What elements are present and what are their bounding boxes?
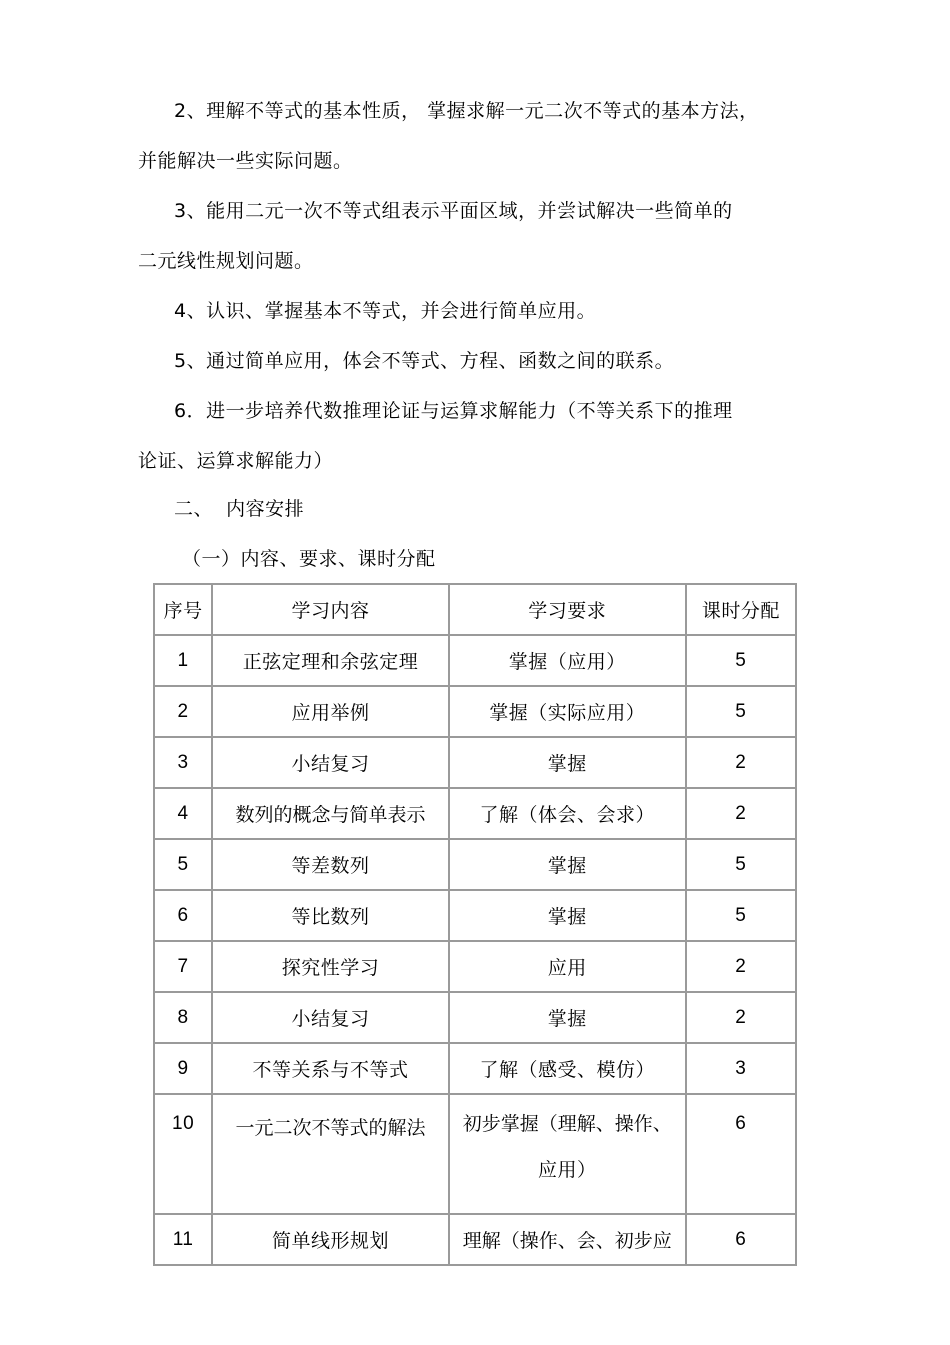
- table-header-row: [154, 584, 796, 635]
- header-requirement: 学习要求: [449, 584, 686, 635]
- row-no: 7: [154, 941, 212, 992]
- row-requirement-line1: 初步掌握（理解、操作、: [462, 1113, 672, 1135]
- row-hours: 6: [686, 1214, 796, 1265]
- row-no: 4: [154, 788, 212, 839]
- table-row: [154, 1094, 796, 1214]
- row-requirement-line2: 应用）: [538, 1159, 597, 1181]
- sub-heading: [138, 534, 798, 584]
- row-hours: 5: [686, 635, 796, 686]
- row-content: 正弦定理和余弦定理: [212, 635, 449, 686]
- objective-3-line2: 二元线性规划问题。: [138, 250, 314, 272]
- row-content: 一元二次不等式的解法: [212, 1094, 449, 1214]
- objective-2: [138, 86, 798, 186]
- row-content: 应用举例: [212, 686, 449, 737]
- row-no: 9: [154, 1043, 212, 1094]
- row-content: 不等关系与不等式: [212, 1043, 449, 1094]
- objective-3-line1: 3、能用二元一次不等式组表示平面区域，并尝试解决一些简单的: [174, 200, 733, 222]
- row-hours: 2: [686, 992, 796, 1043]
- row-hours: 2: [686, 941, 796, 992]
- row-no: 10: [154, 1094, 212, 1214]
- row-content: 小结复习: [212, 992, 449, 1043]
- row-content: 探究性学习: [212, 941, 449, 992]
- row-requirement: 掌握: [449, 992, 686, 1043]
- row-requirement: 掌握: [449, 890, 686, 941]
- row-requirement: 掌握: [449, 839, 686, 890]
- objective-6-line2: 论证、运算求解能力）: [138, 450, 334, 472]
- row-no: 1: [154, 635, 212, 686]
- table-row: [154, 1214, 796, 1265]
- table-row: [154, 1043, 796, 1094]
- row-requirement: 了解（感受、模仿）: [449, 1043, 686, 1094]
- table-row: [154, 941, 796, 992]
- row-hours: 3: [686, 1043, 796, 1094]
- row-hours: 2: [686, 737, 796, 788]
- row-requirement: [449, 1094, 686, 1214]
- row-content: 简单线形规划: [212, 1214, 449, 1265]
- row-no: 11: [154, 1214, 212, 1265]
- section-heading-text: 二、 内容安排: [174, 498, 305, 520]
- row-hours: 5: [686, 686, 796, 737]
- row-requirement: 掌握（实际应用）: [449, 686, 686, 737]
- row-hours: 2: [686, 788, 796, 839]
- table-row: [154, 890, 796, 941]
- row-requirement: 理解（操作、会、初步应: [449, 1214, 686, 1265]
- row-requirement: 掌握: [449, 737, 686, 788]
- schedule-table: [153, 583, 797, 1266]
- row-hours: 5: [686, 890, 796, 941]
- sub-heading-text: （一）内容、要求、课时分配: [182, 548, 436, 570]
- row-no: 6: [154, 890, 212, 941]
- objective-4: [138, 286, 798, 336]
- row-no: 2: [154, 686, 212, 737]
- objective-4-line1: 4、认识、掌握基本不等式，并会进行简单应用。: [174, 300, 597, 322]
- header-hours: 课时分配: [686, 584, 796, 635]
- objective-2-line1: 2、理解不等式的基本性质， 掌握求解一元二次不等式的基本方法，: [174, 100, 759, 122]
- row-content: 数列的概念与简单表示: [212, 788, 449, 839]
- row-requirement: 了解（体会、会求）: [449, 788, 686, 839]
- table-row: [154, 737, 796, 788]
- row-hours: 6: [686, 1094, 796, 1214]
- table-row: [154, 992, 796, 1043]
- row-no: 5: [154, 839, 212, 890]
- row-content: 等差数列: [212, 839, 449, 890]
- row-requirement: 掌握（应用）: [449, 635, 686, 686]
- objective-2-line2: 并能解决一些实际问题。: [138, 150, 353, 172]
- objective-6-line1: 6．进一步培养代数推理论证与运算求解能力（不等关系下的推理: [174, 400, 733, 422]
- row-hours: 5: [686, 839, 796, 890]
- header-no: 序号: [154, 584, 212, 635]
- objective-6: [138, 386, 798, 486]
- table-row: [154, 839, 796, 890]
- table-row: [154, 686, 796, 737]
- section-heading: [138, 484, 798, 534]
- row-no: 8: [154, 992, 212, 1043]
- objective-5-line1: 5、通过简单应用，体会不等式、方程、函数之间的联系。: [174, 350, 675, 372]
- header-content: 学习内容: [212, 584, 449, 635]
- table-row: [154, 788, 796, 839]
- table-row: [154, 635, 796, 686]
- row-no: 3: [154, 737, 212, 788]
- objective-3: [138, 186, 798, 286]
- row-content: 等比数列: [212, 890, 449, 941]
- objective-5: [138, 336, 798, 386]
- row-content: 小结复习: [212, 737, 449, 788]
- row-requirement: 应用: [449, 941, 686, 992]
